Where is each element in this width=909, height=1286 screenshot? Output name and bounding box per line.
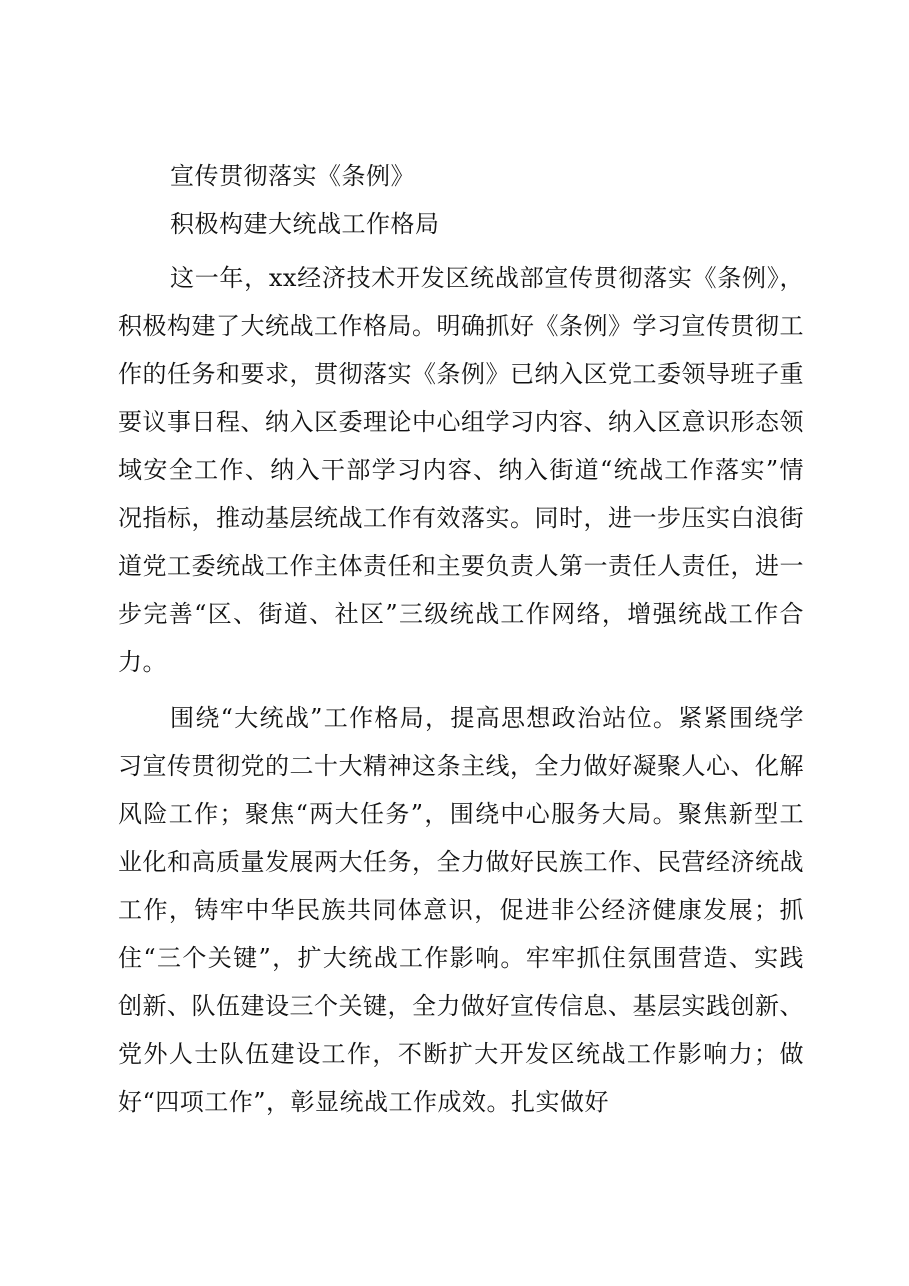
document-body [118, 152, 804, 1126]
heading-2: 积极构建大统战工作格局 [170, 210, 440, 238]
paragraph-1: 这一年，xx经济技术开发区统战部宣传贯彻落实《条例》，积极构建了大统战工作格局。明确抓好《条例》学习宣传贯彻工作的任务和要求，贯彻落实《条例》已纳入区党工委领导班子重要议事日程、纳入区委理论中心组学习内容、纳入区意识形态领域安全工作、纳入干部学习内容、纳入街道“统战工作落实”情况指标，推动基层统战工作有效落实。同时，进一步压实白浪街道党工委统战工作主体责任和主要负责人第一责任人责任，进一步完善“区、街道、社区”三级统战工作网络，增强统战工作合力。 [118, 264, 804, 676]
paragraph-2: 围绕“大统战”工作格局，提高思想政治站位。紧紧围绕学习宣传贯彻党的二十大精神这条主线，全力做好凝聚人心、化解风险工作；聚焦“两大任务”，围绕中心服务大局。聚焦新型工业化和高质量发展两大任务，全力做好民族工作、民营经济统战工作，铸牢中华民族共同体意识，促进非公经济健康发展；抓住“三个关键”，扩大统战工作影响。牢牢抓住氛围营造、实践创新、队伍建设三个关键，全力做好宣传信息、基层实践创新、党外人士队伍建设工作，不断扩大开发区统战工作影响力；做好“四项工作”，彰显统战工作成效。扎实做好 [118, 704, 804, 1116]
heading-1: 宣传贯彻落实《条例》 [170, 162, 415, 190]
